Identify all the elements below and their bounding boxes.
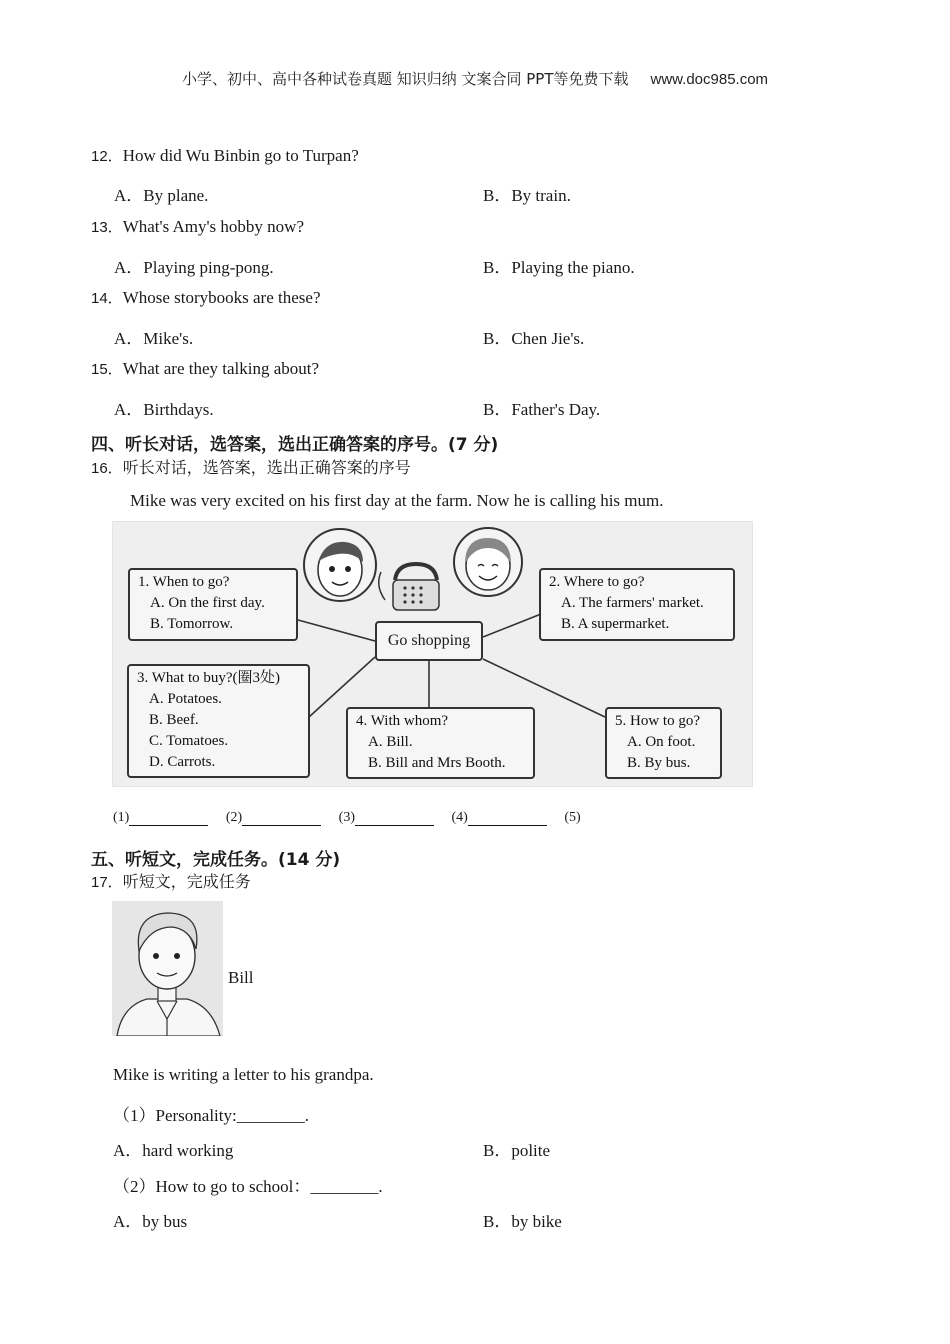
boy-face-icon: [304, 529, 376, 601]
page-header: [0, 68, 950, 89]
question-16: [91, 455, 411, 478]
question-12: [91, 145, 359, 166]
blank-label: (1): [113, 810, 130, 825]
box-title: 3. What to buy?(圈3处): [137, 670, 281, 686]
sub-question-1: （1）Personality:________.: [113, 1106, 309, 1125]
answer-blanks: [113, 810, 581, 826]
option-b: B．Chen Jie's.: [483, 329, 585, 348]
telephone-icon: [379, 564, 439, 610]
box-option: A. On foot.: [627, 734, 696, 750]
box-option: B. Tomorrow.: [150, 616, 234, 632]
box-what-to-buy: [127, 664, 310, 778]
section-5-intro: Mike is writing a letter to his grandpa.: [113, 1065, 374, 1084]
mum-face-icon: [454, 528, 522, 596]
box-option: A. On the first day.: [150, 595, 265, 611]
option-a: A．hard working: [113, 1141, 234, 1160]
blank-label: (2): [225, 810, 243, 825]
option-b: B．Playing the piano.: [483, 258, 635, 277]
option-a: A．Mike's.: [114, 329, 194, 348]
answer-blank-3[interactable]: [355, 811, 434, 826]
option-a: A．by bus: [113, 1212, 188, 1231]
box-option: A. Potatoes.: [149, 691, 222, 707]
portrait-caption: Bill: [228, 968, 254, 987]
header-text: 小学、初中、高中各种试卷真题 知识归纳 文案合同 PPT等免费下载: [181, 70, 629, 88]
question-15: [91, 358, 319, 379]
box-option: D. Carrots.: [149, 754, 216, 770]
box-where-to-go: [539, 568, 735, 641]
question-number: 15．: [91, 361, 123, 378]
answer-blank-4[interactable]: [468, 811, 547, 826]
option-a: A．Birthdays.: [114, 400, 214, 419]
question-14: [91, 287, 321, 308]
question-number: 17．: [91, 874, 123, 891]
box-when-to-go: [128, 568, 298, 641]
bill-portrait: [112, 901, 223, 1036]
box-option: B. A supermarket.: [561, 616, 670, 632]
boy-portrait-icon: [112, 901, 223, 1036]
question-text: 听长对话，选答案，选出正确答案的序号: [122, 458, 411, 477]
option-a: A．Playing ping-pong.: [114, 258, 274, 277]
option-a: A．By plane.: [114, 186, 209, 205]
box-how-to-go: [605, 707, 722, 779]
header-site: www.doc985.com: [650, 71, 769, 88]
question-text: What's Amy's hobby now?: [122, 217, 304, 236]
blank-label: (5): [564, 810, 581, 825]
question-text: 听短文，完成任务: [122, 872, 251, 891]
blank-label: (4): [451, 810, 468, 825]
question-text: Whose storybooks are these?: [122, 288, 321, 307]
question-text: What are they talking about?: [122, 359, 320, 378]
box-title: 4. With whom?: [356, 713, 449, 729]
answer-blank-2[interactable]: [242, 811, 321, 826]
box-option: A. The farmers' market.: [561, 595, 704, 611]
option-b: B．by bike: [483, 1212, 562, 1231]
question-text: How did Wu Binbin go to Turpan?: [122, 146, 359, 165]
section-4-intro: Mike was very excited on his first day at the farm. Now he is calling his mum.: [130, 491, 664, 510]
box-option: C. Tomatoes.: [149, 733, 229, 749]
blank-label: (3): [338, 810, 355, 825]
option-b: B．Father's Day.: [483, 400, 601, 419]
box-option: A. Bill.: [368, 734, 413, 750]
box-title: 1. When to go?: [138, 574, 230, 590]
shopping-diagram: [112, 521, 753, 787]
box-option: B. By bus.: [627, 755, 691, 771]
question-17: [91, 869, 251, 892]
question-number: 16．: [91, 460, 123, 477]
box-option: B. Bill and Mrs Booth.: [368, 755, 506, 771]
option-b: B．polite: [483, 1141, 551, 1160]
box-with-whom: [346, 707, 535, 779]
center-box: Go shopping: [375, 621, 483, 661]
section-5-title: 五、听短文，完成任务。(14 分): [91, 850, 341, 870]
box-title: 5. How to go?: [615, 713, 700, 729]
box-option: B. Beef.: [149, 712, 199, 728]
option-b: B．By train.: [483, 186, 571, 205]
question-number: 13．: [91, 219, 123, 236]
sub-question-2: （2）How to go to school：________.: [113, 1177, 383, 1196]
answer-blank-1[interactable]: [129, 811, 208, 826]
question-number: 12．: [91, 148, 123, 165]
question-13: [91, 216, 304, 237]
box-title: 2. Where to go?: [549, 574, 645, 590]
section-4-title: 四、听长对话，选答案，选出正确答案的序号。(7 分): [91, 435, 499, 455]
question-number: 14．: [91, 290, 123, 307]
